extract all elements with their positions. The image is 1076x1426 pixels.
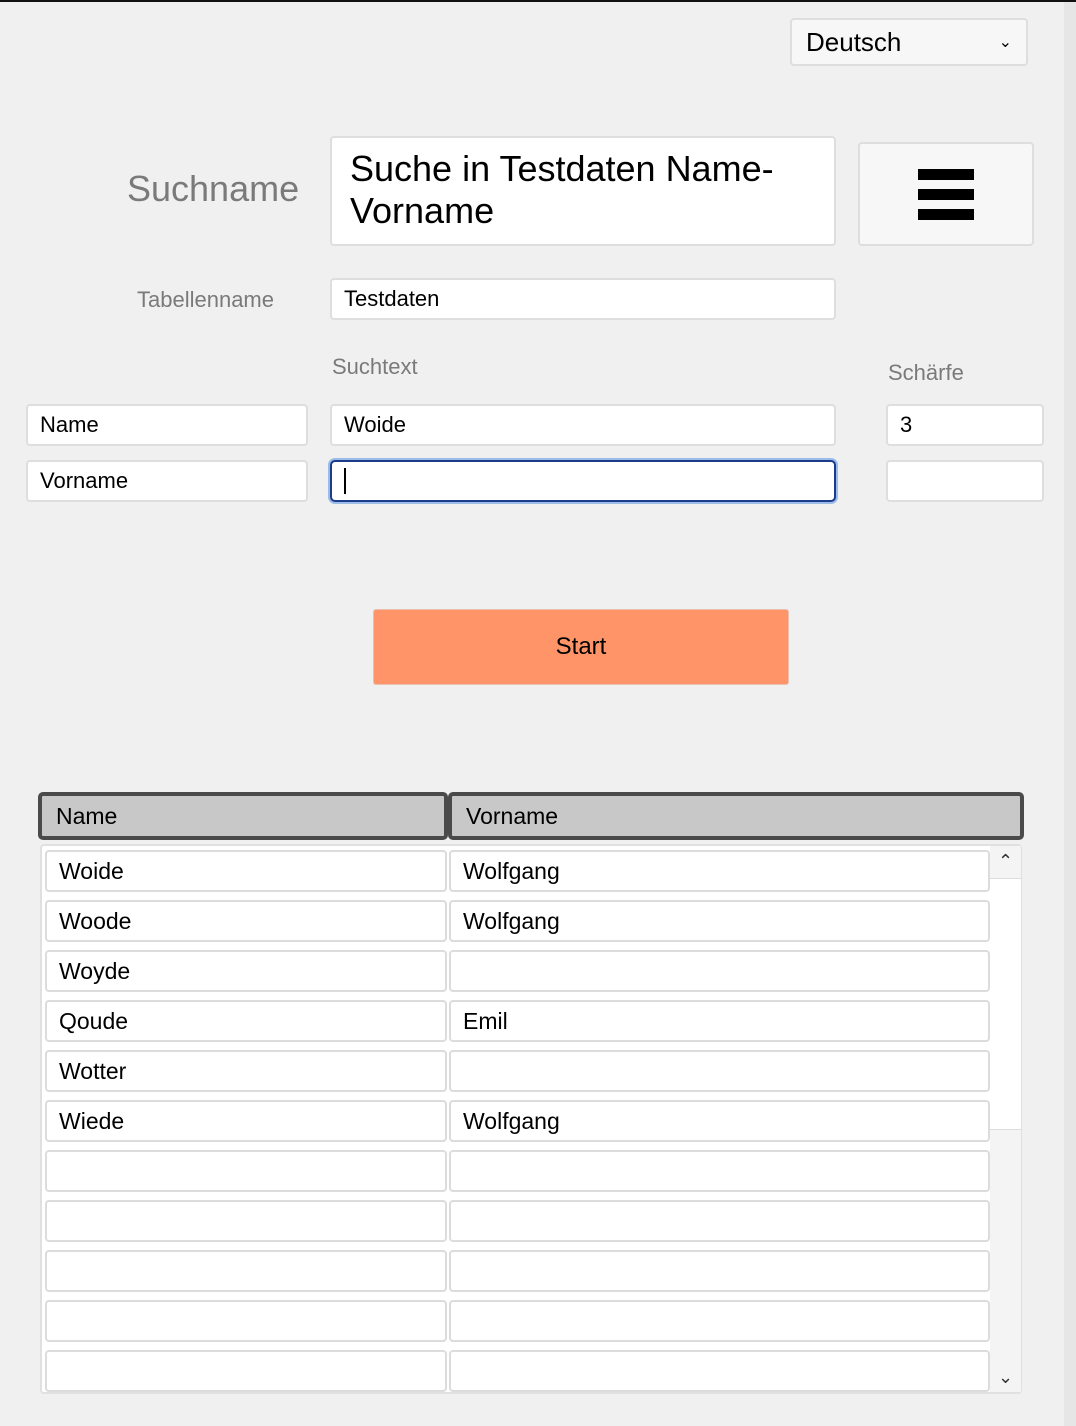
cell-vorname[interactable] [449, 1250, 990, 1292]
hamburger-icon-bar [918, 209, 974, 220]
cell-vorname[interactable]: Wolfgang [449, 1100, 990, 1142]
hamburger-icon [918, 169, 974, 180]
tabellenname-label: Tabellenname [137, 287, 274, 312]
tabellenname-input[interactable]: Testdaten [330, 278, 836, 320]
window-edge [1064, 2, 1076, 1426]
cell-vorname[interactable] [449, 1350, 990, 1392]
cell-name[interactable] [45, 1250, 447, 1292]
cell-name[interactable] [45, 1350, 447, 1392]
menu-button[interactable] [858, 142, 1034, 246]
cell-name[interactable] [45, 1200, 447, 1242]
scrollbar-thumb[interactable] [990, 878, 1021, 1130]
table-scrollbar[interactable] [990, 846, 1021, 1392]
schaerfe-name-input[interactable]: 3 [886, 404, 1044, 446]
cell-name[interactable]: Wiede [45, 1100, 447, 1142]
suchname-label: Suchname [127, 168, 300, 209]
scroll-down-icon[interactable]: ⌄ [997, 1366, 1014, 1387]
cell-vorname[interactable] [449, 1150, 990, 1192]
scroll-up-icon[interactable]: ⌃ [997, 850, 1014, 871]
cell-vorname[interactable]: Wolfgang [449, 850, 990, 892]
chevron-down-icon: ⌄ [998, 34, 1012, 51]
cell-name[interactable] [45, 1300, 447, 1342]
cell-vorname[interactable] [449, 1300, 990, 1342]
cell-vorname[interactable] [449, 950, 990, 992]
cell-vorname[interactable] [449, 1200, 990, 1242]
text-cursor [344, 468, 346, 494]
suchtext-label: Suchtext [332, 354, 418, 379]
cell-vorname[interactable]: Wolfgang [449, 900, 990, 942]
suchtext-name-input[interactable]: Woide [330, 404, 836, 446]
schaerfe-label: Schärfe [888, 360, 964, 385]
cell-name[interactable]: Woode [45, 900, 447, 942]
cell-name[interactable]: Woyde [45, 950, 447, 992]
suchname-title-field[interactable]: Suche in Testdaten Name-Vorname [330, 136, 836, 246]
cell-vorname[interactable]: Emil [449, 1000, 990, 1042]
cell-name[interactable]: Wotter [45, 1050, 447, 1092]
hamburger-icon-bar [918, 189, 974, 200]
field-vorname[interactable]: Vorname [26, 460, 308, 502]
column-header-name[interactable]: Name [38, 792, 448, 840]
cell-vorname[interactable] [449, 1050, 990, 1092]
start-button[interactable]: Start [373, 609, 789, 685]
column-header-vorname[interactable]: Vorname [448, 792, 1024, 840]
field-name[interactable]: Name [26, 404, 308, 446]
schaerfe-vorname-input[interactable] [886, 460, 1044, 502]
cell-name[interactable]: Woide [45, 850, 447, 892]
cell-name[interactable] [45, 1150, 447, 1192]
suchtext-vorname-input[interactable] [330, 460, 836, 502]
language-value: Deutsch [806, 26, 902, 57]
language-select[interactable] [790, 18, 1028, 66]
cell-name[interactable]: Qoude [45, 1000, 447, 1042]
